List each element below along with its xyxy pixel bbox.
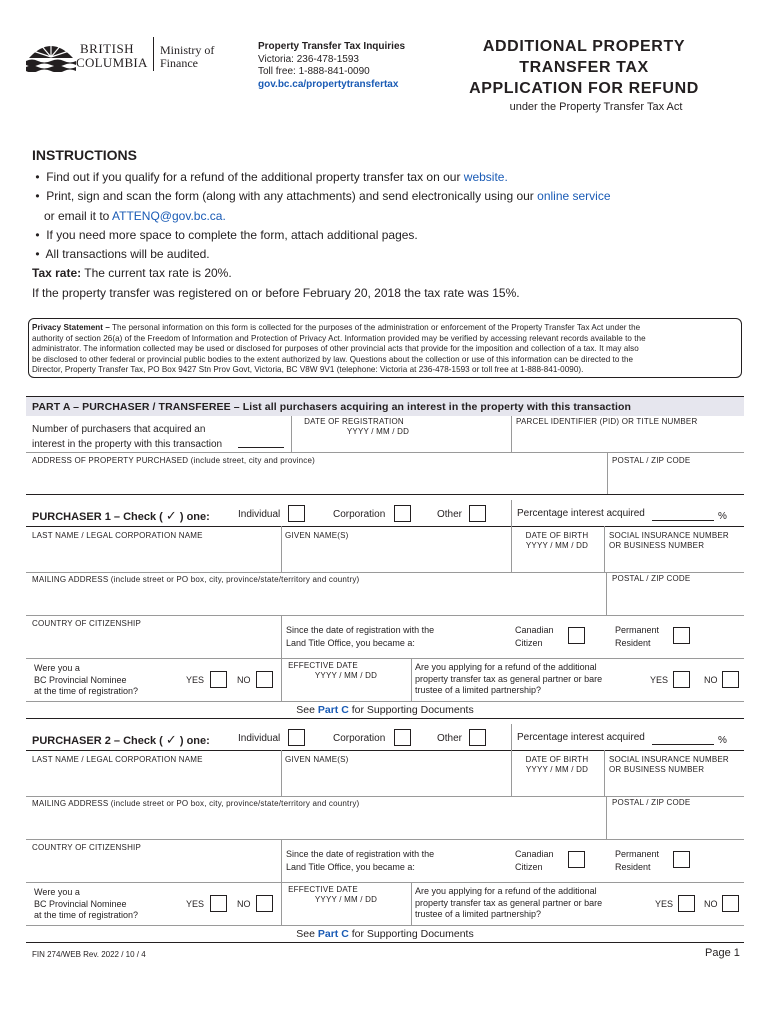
- pid-label: PARCEL IDENTIFIER (PID) OR TITLE NUMBER: [516, 417, 698, 426]
- dob-label: DATE OF BIRTH YYYY / MM / DD: [525, 531, 589, 550]
- sin-label: SOCIAL INSURANCE NUMBER OR BUSINESS NUMBER: [609, 755, 729, 774]
- date-registration-format: YYYY / MM / DD: [346, 427, 410, 436]
- partner-no-label: NO: [704, 899, 718, 909]
- given-names-label: GIVEN NAME(S): [285, 755, 349, 764]
- nominee-yes-label: YES: [186, 675, 205, 685]
- page-number: Page 1: [705, 947, 740, 959]
- email-link[interactable]: ATTENQ@gov.bc.ca.: [112, 208, 226, 223]
- nominee-question: Were you a BC Provincial Nominee at the time of registration?: [34, 663, 139, 696]
- last-name-label: LAST NAME / LEGAL CORPORATION NAME: [32, 755, 203, 764]
- given-names-input[interactable]: [284, 541, 508, 569]
- partner-no-label: NO: [704, 675, 718, 685]
- canadian-citizen-label: Canadian Citizen: [515, 625, 554, 648]
- form-id: FIN 274/WEB Rev. 2022 / 10 / 4: [32, 950, 146, 959]
- effective-date-input[interactable]: [284, 682, 408, 700]
- partner-no-checkbox[interactable]: [722, 671, 739, 688]
- canadian-citizen-checkbox[interactable]: [568, 627, 585, 644]
- see-part-c: See Part C for Supporting Documents: [296, 928, 474, 940]
- form-title-line-1: ADDITIONAL PROPERTY: [482, 38, 686, 55]
- pct-sign: %: [718, 511, 727, 522]
- permanent-resident-checkbox[interactable]: [673, 627, 690, 644]
- partner-question: Are you applying for a refund of the additional property transfer tax as general partner or bare trustee of a limited partnership?: [415, 886, 603, 919]
- dob-label: DATE OF BIRTH YYYY / MM / DD: [525, 755, 589, 774]
- partner-question: Are you applying for a refund of the additional property transfer tax as general partner or bare trustee of a limited partnership?: [415, 662, 603, 695]
- website-link[interactable]: gov.bc.ca/propertytransfertax: [258, 78, 399, 90]
- form-title-line-3: APPLICATION FOR REFUND: [469, 80, 699, 97]
- pid-input[interactable]: [514, 428, 742, 452]
- instruction-item-cont: or email it to ATTENQ@gov.bc.ca.: [44, 208, 226, 223]
- corporation-checkbox[interactable]: [394, 729, 411, 746]
- pct-interest-input[interactable]: [652, 520, 714, 521]
- purchaser-1-section: [0, 500, 770, 720]
- nominee-yes-label: YES: [186, 899, 205, 909]
- other-checkbox[interactable]: [469, 729, 486, 746]
- last-name-input[interactable]: [30, 765, 278, 793]
- nominee-no-label: NO: [237, 675, 251, 685]
- mailing-postal-input[interactable]: [610, 586, 742, 612]
- part-a-header: [26, 396, 744, 416]
- instructions-heading: INSTRUCTIONS: [32, 147, 137, 163]
- corporation-label: Corporation: [333, 733, 386, 744]
- status-question: Since the date of registration with the Land Title Office, you became a:: [286, 625, 435, 648]
- privacy-statement: Privacy Statement – The personal information on this form is collected for the purposes of the administration or enforcement of the Property Transfer Tax Act under the authority of section 26(a) of the Freedom of Information and Protection of Privacy Act. Information provided may be verified by accessing relevant records available to the administrator. The information collected may be used or disclosed for purposes of other provincial acts that provide for the imposition and collection of a tax. It may also be disclosed to other federal or provincial public bodies to the extent authorized by law. Questions about the collection or use of this information can be directed to the Director, Property Transfer Tax, PO Box 9427 Stn Prov Govt, Victoria, BC V8W 9V1 (telephone: Victoria at 236-478-1593 or toll free at 1-888-841-0090).: [28, 318, 742, 378]
- instruction-item: • Find out if you qualify for a refund of the additional property transfer tax on our website.: [32, 170, 508, 184]
- pct-interest-input[interactable]: [652, 744, 714, 745]
- num-purchasers-input[interactable]: [238, 447, 284, 448]
- given-names-label: GIVEN NAME(S): [285, 531, 349, 540]
- purchaser-1-heading: PURCHASER 1 – Check ( ✓ ) one:: [32, 508, 210, 523]
- part-c-link[interactable]: Part C: [317, 928, 349, 940]
- instructions-list: [32, 168, 752, 303]
- status-question: Since the date of registration with the Land Title Office, you became a:: [286, 849, 435, 872]
- nominee-no-label: NO: [237, 899, 251, 909]
- victoria-phone: Victoria: 236-478-1593: [258, 53, 359, 65]
- mailing-address-input[interactable]: [30, 810, 602, 836]
- effective-date-input[interactable]: [284, 906, 408, 924]
- mailing-address-label: MAILING ADDRESS (include street or PO box, city, province/state/territory and country): [32, 575, 360, 584]
- property-address-input[interactable]: [30, 466, 604, 490]
- mailing-postal-label: POSTAL / ZIP CODE: [612, 798, 691, 807]
- form-title: [466, 36, 702, 99]
- instruction-item: • If you need more space to complete the form, attach additional pages.: [32, 227, 418, 242]
- partner-yes-label: YES: [655, 899, 674, 909]
- bc-sun-icon: [26, 36, 76, 72]
- checkmark-icon: ✓: [165, 732, 177, 747]
- checkmark-icon: ✓: [165, 508, 177, 523]
- property-address-label: ADDRESS OF PROPERTY PURCHASED (include street, city and province): [32, 456, 316, 465]
- property-postal-input[interactable]: [610, 466, 742, 490]
- partner-no-checkbox[interactable]: [722, 895, 739, 912]
- tollfree-phone: Toll free: 1-888-841-0090: [258, 66, 370, 77]
- instruction-item: • Print, sign and scan the form (along with any attachments) and send electronically using our online service: [32, 189, 611, 204]
- logo-text-1: BRITISH: [80, 41, 135, 56]
- other-label: Other: [437, 509, 463, 520]
- last-name-label: LAST NAME / LEGAL CORPORATION NAME: [32, 531, 203, 540]
- inquiries-block: [258, 41, 405, 91]
- prior-tax-rate: If the property transfer was registered on or before February 20, 2018 the tax rate was 15%.: [32, 285, 520, 300]
- permanent-resident-label: Permanent Resident: [615, 625, 660, 648]
- canadian-citizen-checkbox[interactable]: [568, 851, 585, 868]
- property-postal-label: POSTAL / ZIP CODE: [612, 456, 691, 465]
- part-a-title: PART A – PURCHASER / TRANSFEREE – List all purchasers acquiring an interest in the property with this transaction: [32, 401, 632, 413]
- instruction-item: • All transactions will be audited.: [32, 247, 210, 262]
- country-label: COUNTRY OF CITIZENSHIP: [32, 843, 142, 852]
- nominee-no-checkbox[interactable]: [256, 895, 273, 912]
- mailing-address-input[interactable]: [30, 586, 602, 612]
- mailing-postal-label: POSTAL / ZIP CODE: [612, 574, 691, 583]
- individual-label: Individual: [238, 733, 281, 744]
- purchaser-2-section: [0, 724, 770, 944]
- effective-date-label: EFFECTIVE DATE: [288, 885, 358, 894]
- permanent-resident-checkbox[interactable]: [673, 851, 690, 868]
- purchaser-2-heading: PURCHASER 2 – Check ( ✓ ) one:: [32, 732, 210, 747]
- pct-sign: %: [718, 735, 727, 746]
- country-input[interactable]: [30, 854, 278, 878]
- nominee-yes-checkbox[interactable]: [210, 895, 227, 912]
- ministry-line-1: Ministry of: [160, 43, 215, 57]
- effective-date-label: EFFECTIVE DATE: [288, 661, 358, 670]
- inquiries-title: Property Transfer Tax Inquiries: [258, 41, 406, 52]
- nominee-question: Were you a BC Provincial Nominee at the time of registration?: [34, 887, 139, 920]
- online-service-link[interactable]: online service: [537, 189, 611, 204]
- partner-yes-checkbox[interactable]: [673, 671, 690, 688]
- partner-yes-label: YES: [650, 675, 669, 685]
- effective-date-format: YYYY / MM / DD: [314, 671, 378, 680]
- date-registration-label: DATE OF REGISTRATION: [304, 417, 404, 426]
- individual-checkbox[interactable]: [288, 505, 305, 522]
- ministry-line-2: Finance: [160, 56, 198, 70]
- permanent-resident-label: Permanent Resident: [615, 849, 660, 872]
- given-names-input[interactable]: [284, 765, 508, 793]
- nominee-yes-checkbox[interactable]: [210, 671, 227, 688]
- corporation-label: Corporation: [333, 509, 386, 520]
- pct-interest-label: Percentage interest acquired: [517, 508, 645, 519]
- website-link-inline[interactable]: website.: [463, 170, 508, 184]
- other-label: Other: [437, 733, 463, 744]
- individual-checkbox[interactable]: [288, 729, 305, 746]
- pct-interest-label: Percentage interest acquired: [517, 732, 645, 743]
- canadian-citizen-label: Canadian Citizen: [515, 849, 554, 872]
- nominee-no-checkbox[interactable]: [256, 671, 273, 688]
- country-input[interactable]: [30, 630, 278, 654]
- num-purchasers-label: Number of purchasers that acquired an interest in the property with this transaction: [32, 424, 223, 450]
- date-registration-input[interactable]: [294, 436, 508, 452]
- see-part-c: See Part C for Supporting Documents: [296, 704, 474, 716]
- individual-label: Individual: [238, 509, 281, 520]
- corporation-checkbox[interactable]: [394, 505, 411, 522]
- form-title-line-2: TRANSFER TAX: [519, 59, 649, 76]
- logo-text-2: COLUMBIA: [76, 55, 148, 70]
- mailing-postal-input[interactable]: [610, 810, 742, 836]
- form-subtitle: under the Property Transfer Tax Act: [509, 101, 683, 113]
- tax-rate: Tax rate: The current tax rate is 20%.: [32, 266, 232, 281]
- partner-yes-checkbox[interactable]: [678, 895, 695, 912]
- mailing-address-label: MAILING ADDRESS (include street or PO box, city, province/state/territory and country): [32, 799, 360, 808]
- bc-logo: [26, 36, 226, 76]
- country-label: COUNTRY OF CITIZENSHIP: [32, 619, 142, 628]
- effective-date-format: YYYY / MM / DD: [314, 895, 378, 904]
- sin-label: SOCIAL INSURANCE NUMBER OR BUSINESS NUMBER: [609, 531, 729, 550]
- part-c-link[interactable]: Part C: [317, 704, 349, 716]
- last-name-input[interactable]: [30, 541, 278, 569]
- other-checkbox[interactable]: [469, 505, 486, 522]
